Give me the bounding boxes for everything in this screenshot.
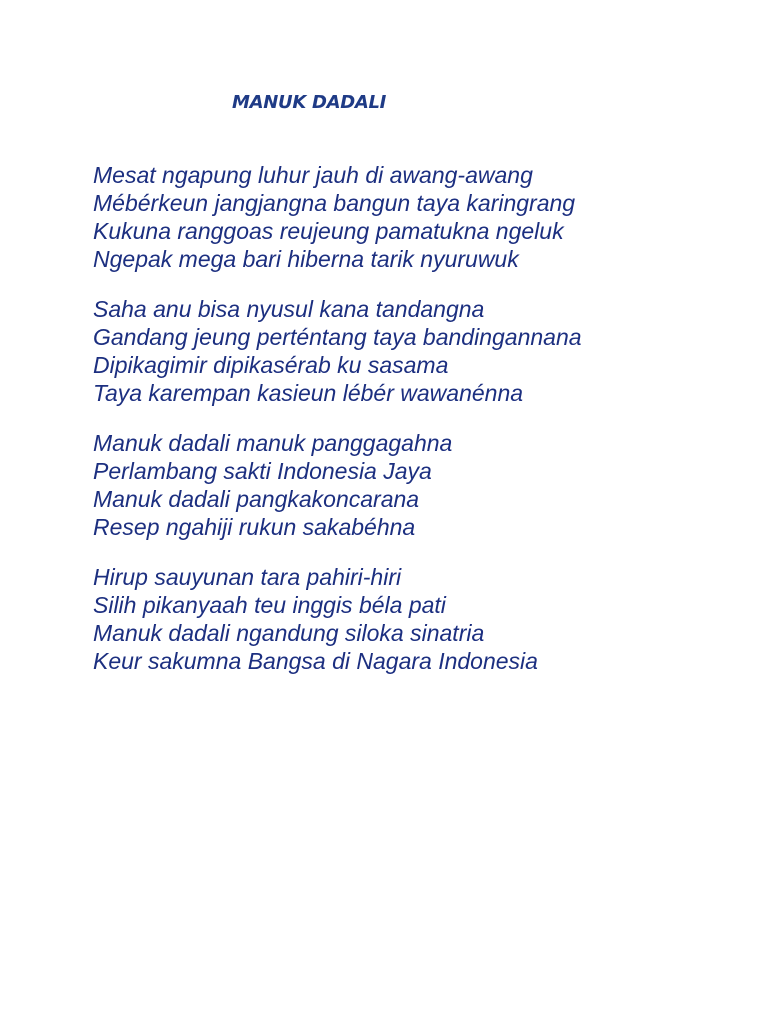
poem-line: Gandang jeung perténtang taya bandingannana bbox=[93, 324, 582, 350]
poem-line: Manuk dadali ngandung siloka sinatria bbox=[93, 620, 485, 646]
stanza-2 bbox=[93, 295, 733, 407]
poem-line: Perlambang sakti Indonesia Jaya bbox=[93, 458, 432, 484]
poem-line: Taya karempan kasieun lébér wawanénna bbox=[93, 380, 524, 406]
stanza-3 bbox=[93, 429, 733, 541]
poem-line: Kukuna ranggoas reujeung pamatukna ngeluk bbox=[93, 218, 564, 244]
poem-line: Mébérkeun jangjangna bangun taya karingrang bbox=[93, 190, 576, 216]
page-title: MANUK DADALI bbox=[232, 92, 387, 113]
poem-body bbox=[93, 161, 733, 697]
poem-line: Hirup sauyunan tara pahiri-hiri bbox=[93, 564, 402, 590]
stanza-4 bbox=[93, 563, 733, 675]
stanza-1 bbox=[93, 161, 733, 273]
poem-line: Ngepak mega bari hiberna tarik nyuruwuk bbox=[93, 246, 519, 272]
poem-line: Saha anu bisa nyusul kana tandangna bbox=[93, 296, 485, 322]
poem-line: Dipikagimir dipikasérab ku sasama bbox=[93, 352, 449, 378]
poem-line: Keur sakumna Bangsa di Nagara Indonesia bbox=[93, 648, 538, 674]
poem-line: Mesat ngapung luhur jauh di awang-awang bbox=[93, 162, 533, 188]
poem-line: Silih pikanyaah teu inggis béla pati bbox=[93, 592, 446, 618]
poem-line: Manuk dadali manuk panggagahna bbox=[93, 430, 453, 456]
poem-line: Resep ngahiji rukun sakabéhna bbox=[93, 514, 416, 540]
poem-line: Manuk dadali pangkakoncarana bbox=[93, 486, 420, 512]
